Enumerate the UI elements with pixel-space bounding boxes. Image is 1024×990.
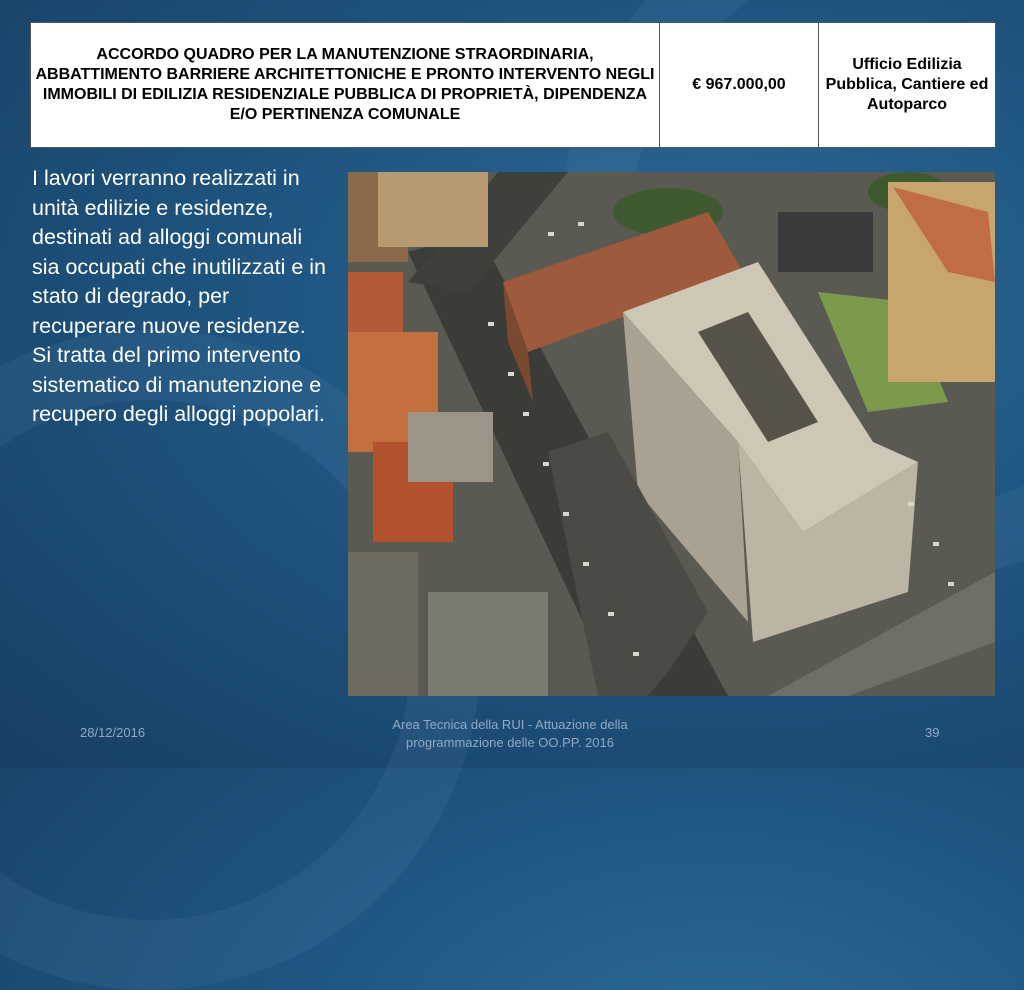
project-table: [30, 22, 996, 148]
aerial-photo-illustration: [348, 172, 995, 696]
body-paragraph: Si tratta del primo intervento sistematico di manutenzione e recupero degli alloggi popolari.: [32, 343, 325, 426]
body-paragraph: I lavori verranno realizzati in unità edilizie e residenze, destinati ad alloggi comunali sia occupati che inutilizzati e in stato di degrado, per recuperare nuove residenze.: [32, 166, 326, 338]
page-number: 39: [925, 725, 940, 740]
footer-center-text: Area Tecnica della RUI - Attuazione della programmazione delle OO.PP. 2016: [392, 717, 628, 750]
responsible-office: Ufficio Edilizia Pubblica, Cantiere ed Autoparco: [819, 23, 996, 148]
project-amount: € 967.000,00: [660, 23, 819, 148]
footer-date: 28/12/2016: [80, 725, 146, 740]
aerial-photo: [348, 172, 995, 696]
project-description: ACCORDO QUADRO PER LA MANUTENZIONE STRAORDINARIA, ABBATTIMENTO BARRIERE ARCHITETTONICHE E PRONTO INTERVENTO NEGLI IMMOBILI DI EDILIZIA RESIDENZIALE PUBBLICA DI PROPRIETÀ, DIPENDENZA E/O PERTINENZA COMUNALE: [31, 23, 660, 148]
slide-body-text: [32, 164, 332, 430]
table-row: [31, 23, 996, 148]
